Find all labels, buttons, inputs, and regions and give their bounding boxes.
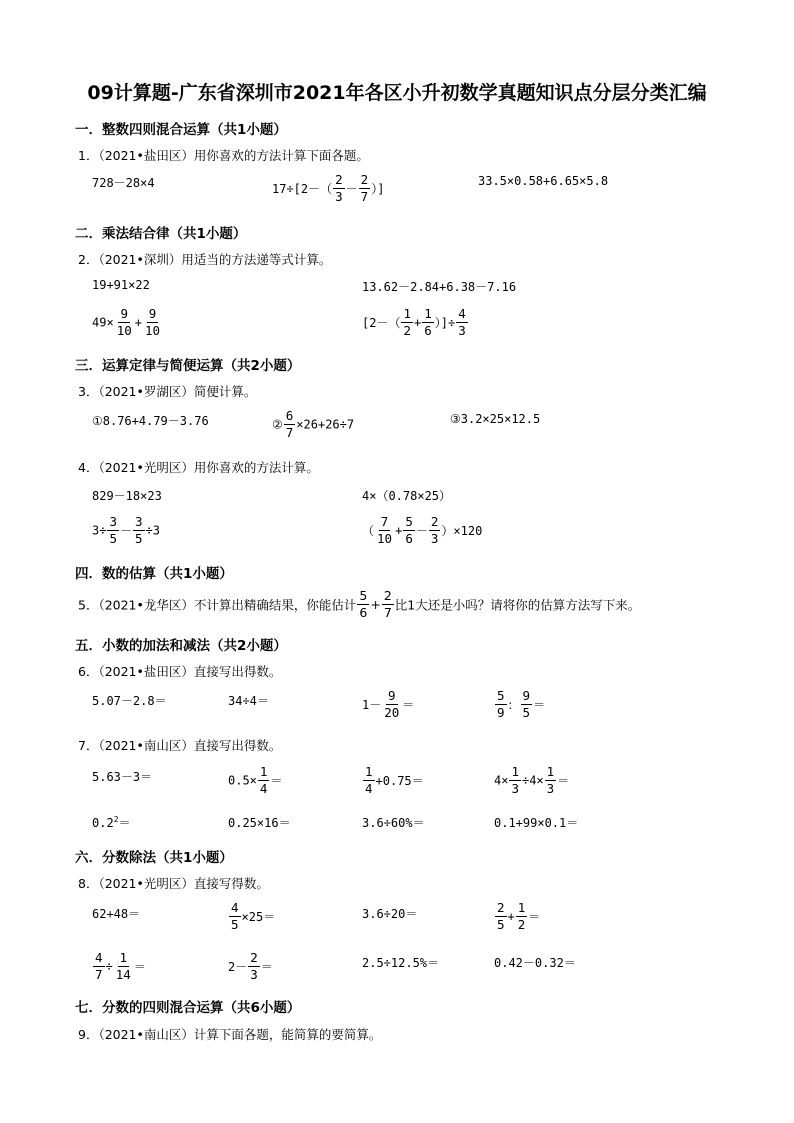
expression-part: [2－（ xyxy=(362,316,401,330)
expression-part: － xyxy=(345,182,358,196)
fraction xyxy=(357,588,369,621)
expr-7e xyxy=(92,814,131,831)
expr-7f: 0.25×16＝ xyxy=(228,816,291,830)
fraction xyxy=(229,900,241,933)
expression-part: ）×120 xyxy=(441,524,483,538)
expression-part: ＝ xyxy=(528,910,541,924)
fraction xyxy=(545,764,557,797)
expr-1b xyxy=(272,172,384,205)
section-heading-7: 七．分数的四则混合运算（共6小题） xyxy=(75,1000,301,1016)
expression-part: + xyxy=(413,315,422,330)
question-7: 7．（2021•南山区）直接写出得数。 xyxy=(78,738,282,753)
expression-part: 比1大还是小吗？请将你的估算方法写下来。 xyxy=(394,597,641,613)
expr-6b: 34÷4＝ xyxy=(228,694,269,708)
section-heading-4: 四．数的估算（共1小题） xyxy=(75,566,233,582)
numerator: 9 xyxy=(522,688,531,703)
numerator: 1 xyxy=(403,306,411,321)
expr-3c: ③3.2×25×12.5 xyxy=(450,412,541,426)
fraction xyxy=(248,950,260,983)
expr-3b xyxy=(272,408,354,441)
fraction xyxy=(382,588,394,621)
expression-part: ÷3 xyxy=(145,523,160,538)
expr-1a: 728－28×4 xyxy=(92,176,155,190)
numerator: 1 xyxy=(511,764,519,779)
denominator: 3 xyxy=(335,189,343,204)
expression-part: ＝ xyxy=(260,960,273,974)
expr-7d xyxy=(494,764,569,797)
numerator: 1 xyxy=(259,764,268,779)
fraction xyxy=(115,306,134,339)
question-9: 9．（2021•南山区）计算下面各题，能简算的要简算。 xyxy=(78,1027,382,1042)
expr-2c xyxy=(92,306,163,339)
denominator: 6 xyxy=(424,323,432,338)
expr-7h: 0.1+99×0.1＝ xyxy=(494,816,579,830)
expression-part: ＝ xyxy=(533,698,546,712)
denominator: 7 xyxy=(360,189,369,204)
expression-part: （ xyxy=(362,524,375,538)
expr-7a: 5.63－3＝ xyxy=(92,770,153,784)
numerator: 1 xyxy=(365,764,373,779)
numerator: 2 xyxy=(360,172,369,187)
fraction xyxy=(258,764,270,797)
question-2: 2．（2021•深圳）用适当的方法递等式计算。 xyxy=(78,252,332,267)
expression-part: + xyxy=(507,909,515,924)
expression-part: ＝ xyxy=(118,816,131,830)
expr-6a: 5.07－2.8＝ xyxy=(92,694,167,708)
expression-part: ： xyxy=(507,698,520,712)
expr-4b: 4×（0.78×25） xyxy=(362,489,452,503)
expression-part: ）]÷ xyxy=(434,316,456,330)
expression-part: 2 xyxy=(113,815,119,824)
denominator: 3 xyxy=(458,323,466,338)
denominator: 5 xyxy=(135,531,143,546)
numerator: 2 xyxy=(497,900,505,915)
expr-6c xyxy=(362,688,414,721)
fraction xyxy=(93,950,105,983)
expression-part: + xyxy=(134,315,142,330)
numerator: 5 xyxy=(405,514,413,529)
expression-part: ×25＝ xyxy=(241,910,276,924)
expression-part: 0.2 xyxy=(92,816,114,830)
numerator: 9 xyxy=(388,688,396,703)
numerator: 7 xyxy=(380,514,389,529)
expr-3a: ①8.76+4.79－3.76 xyxy=(92,414,209,428)
denominator: 14 xyxy=(115,967,131,982)
fraction xyxy=(401,306,413,339)
expression-part: ÷4× xyxy=(521,773,544,788)
expression-part: ＝ xyxy=(133,960,146,974)
numerator: 6 xyxy=(285,408,294,423)
denominator: 7 xyxy=(383,605,392,620)
numerator: 2 xyxy=(383,588,392,603)
expression-part: － xyxy=(415,524,428,538)
denominator: 2 xyxy=(517,917,526,932)
expr-8f xyxy=(228,950,273,983)
numerator: 2 xyxy=(430,514,439,529)
fraction xyxy=(403,514,415,547)
question-4: 4．（2021•光明区）用你喜欢的方法计算。 xyxy=(78,460,319,475)
fraction xyxy=(495,900,507,933)
question-8: 8．（2021•光明区）直接写得数。 xyxy=(78,876,269,891)
expr-8h: 0.42－0.32＝ xyxy=(494,956,576,970)
denominator: 3 xyxy=(430,531,439,546)
expr-6d xyxy=(494,688,545,721)
numerator: 1 xyxy=(424,306,432,321)
section-heading-5: 五．小数的加法和减法（共2小题） xyxy=(75,638,287,654)
numerator: 9 xyxy=(120,306,128,321)
expression-part: ② xyxy=(272,417,283,432)
expr-7g: 3.6÷60%＝ xyxy=(362,816,425,830)
question-3: 3．（2021•罗湖区）简便计算。 xyxy=(78,384,257,399)
question-5 xyxy=(78,588,640,621)
expression-part: ＝ xyxy=(402,698,415,712)
denominator: 3 xyxy=(250,967,258,982)
expression-part: +0.75＝ xyxy=(375,774,424,788)
section-heading-1: 一．整数四则混合运算（共1小题） xyxy=(75,122,287,138)
numerator: 4 xyxy=(231,900,239,915)
numerator: 1 xyxy=(546,764,555,779)
expression-part: 1－ xyxy=(362,698,382,712)
expr-2a: 19+91×22 xyxy=(92,278,150,292)
page-title: 09计算题-广东省深圳市2021年各区小升初数学真题知识点分层分类汇编 xyxy=(87,82,707,104)
numerator: 9 xyxy=(148,306,157,321)
fraction xyxy=(509,764,521,797)
expression-part: ＝ xyxy=(557,774,570,788)
expression-part: + xyxy=(370,597,381,612)
numerator: 3 xyxy=(135,514,143,529)
denominator: 20 xyxy=(384,705,400,720)
fraction xyxy=(382,688,401,721)
numerator: 4 xyxy=(95,950,103,965)
numerator: 4 xyxy=(458,306,466,321)
denominator: 5 xyxy=(109,531,117,546)
fraction xyxy=(521,688,533,721)
expr-4d xyxy=(362,514,482,547)
expression-part: 3÷ xyxy=(92,523,107,538)
expression-part: 0.5× xyxy=(228,773,257,788)
expression-part: 4× xyxy=(494,773,509,788)
expression-part: ×26+26÷7 xyxy=(296,417,355,432)
expression-part: 2－ xyxy=(228,960,248,974)
fraction xyxy=(333,172,345,205)
expr-8a: 62+48＝ xyxy=(92,907,141,921)
expr-4c xyxy=(92,514,160,547)
expr-8b xyxy=(228,900,275,933)
numerator: 2 xyxy=(335,172,343,187)
denominator: 9 xyxy=(497,705,505,720)
denominator: 10 xyxy=(116,323,132,338)
fraction xyxy=(359,172,371,205)
expression-part: + xyxy=(395,523,403,538)
expression-part: 5．（2021•龙华区）不计算出精确结果，你能估计 xyxy=(78,597,357,613)
question-6: 6．（2021•盐田区）直接写出得数。 xyxy=(78,664,282,679)
fraction xyxy=(375,514,394,547)
expr-8c: 3.6÷20＝ xyxy=(362,907,418,921)
denominator: 4 xyxy=(365,781,373,796)
denominator: 7 xyxy=(95,967,103,982)
fraction xyxy=(429,514,441,547)
numerator: 2 xyxy=(250,950,258,965)
expression-part: 49× xyxy=(92,315,114,330)
denominator: 2 xyxy=(403,323,411,338)
question-1: 1．（2021•盐田区）用你喜欢的方法计算下面各题。 xyxy=(78,148,369,163)
fraction xyxy=(495,688,507,721)
section-heading-6: 六．分数除法（共1小题） xyxy=(75,850,233,866)
denominator: 3 xyxy=(546,781,555,796)
section-heading-2: 二．乘法结合律（共1小题） xyxy=(75,226,247,242)
denominator: 10 xyxy=(144,323,161,338)
numerator: 1 xyxy=(517,900,526,915)
fraction xyxy=(456,306,468,339)
fraction xyxy=(143,306,162,339)
expr-2b: 13.62－2.84+6.38－7.16 xyxy=(362,280,517,294)
expr-2d xyxy=(362,306,469,339)
numerator: 3 xyxy=(109,514,117,529)
denominator: 4 xyxy=(259,781,268,796)
fraction xyxy=(107,514,119,547)
denominator: 6 xyxy=(405,531,413,546)
denominator: 7 xyxy=(285,425,294,440)
expression-part: ＝ xyxy=(270,774,283,788)
expr-4a: 829－18×23 xyxy=(92,489,162,503)
fraction xyxy=(363,764,375,797)
expr-7c xyxy=(362,764,424,797)
numerator: 5 xyxy=(497,688,505,703)
section-heading-3: 三．运算定律与简便运算（共2小题） xyxy=(75,358,301,374)
fraction xyxy=(422,306,434,339)
denominator: 5 xyxy=(497,917,505,932)
denominator: 10 xyxy=(377,531,393,546)
expr-8d xyxy=(494,900,540,933)
fraction xyxy=(284,408,296,441)
denominator: 5 xyxy=(231,917,239,932)
expr-8g: 2.5÷12.5%＝ xyxy=(362,956,440,970)
expr-1c: 33.5×0.58+6.65×5.8 xyxy=(478,174,609,188)
fraction xyxy=(516,900,528,933)
expression-part: － xyxy=(119,524,132,538)
expr-7b xyxy=(228,764,282,797)
denominator: 5 xyxy=(522,705,531,720)
expression-part: ）] xyxy=(371,182,385,196)
expr-8e xyxy=(92,950,146,983)
denominator: 3 xyxy=(511,781,519,796)
expression-part: 17÷[2－（ xyxy=(272,182,333,196)
numerator: 5 xyxy=(359,588,368,603)
denominator: 6 xyxy=(359,605,368,620)
expression-part: ÷ xyxy=(105,959,113,974)
fraction xyxy=(133,514,145,547)
numerator: 1 xyxy=(119,950,128,965)
fraction xyxy=(114,950,133,983)
